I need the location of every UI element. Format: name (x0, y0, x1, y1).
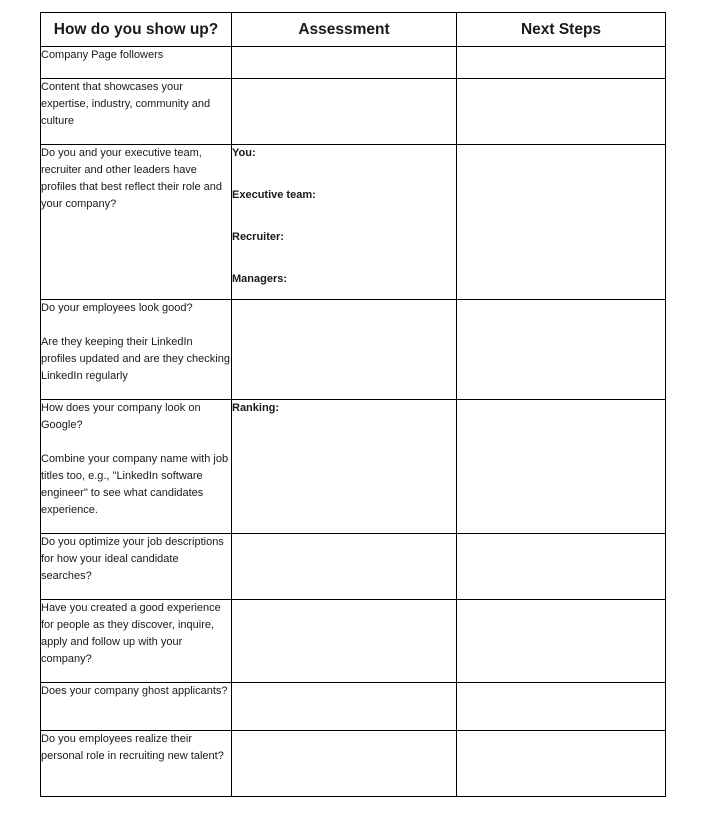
assessment-label-managers: Managers: (232, 273, 288, 285)
assessment-cell[interactable] (232, 731, 457, 797)
question-text: Content that showcases your expertise, industry, community and culture (41, 81, 211, 127)
next-steps-cell[interactable] (457, 731, 666, 797)
table-row (41, 534, 666, 600)
table-row (41, 731, 666, 797)
question-cell (41, 79, 232, 145)
question-cell (41, 400, 232, 534)
next-steps-cell[interactable] (457, 145, 666, 300)
next-steps-cell[interactable] (457, 79, 666, 145)
table-row (41, 300, 666, 400)
next-steps-cell[interactable] (457, 683, 666, 731)
question-text: Company Page followers (41, 49, 164, 61)
table-row (41, 47, 666, 79)
question-text: Do you and your executive team, recruiter and other leaders have profiles that best reflect their role and your company? (41, 147, 222, 210)
next-steps-cell[interactable] (457, 534, 666, 600)
question-cell (41, 534, 232, 600)
header-row (41, 13, 666, 47)
next-steps-cell[interactable] (457, 47, 666, 79)
question-cell (41, 47, 232, 79)
worksheet-table (40, 12, 666, 797)
question-text: Do you employees realize their personal role in recruiting new talent? (41, 733, 224, 762)
next-steps-cell[interactable] (457, 600, 666, 683)
assessment-cell[interactable] (232, 47, 457, 79)
assessment-label-you: You: (232, 147, 256, 159)
question-text: How does your company look on Google? (41, 402, 201, 431)
question-cell (41, 145, 232, 300)
question-text: Does your company ghost applicants? (41, 685, 228, 697)
assessment-cell[interactable] (232, 534, 457, 600)
assessment-cell[interactable] (232, 400, 457, 534)
question-cell (41, 600, 232, 683)
assessment-label-recruiter: Recruiter: (232, 231, 284, 243)
question-text: Do your employees look good? (41, 302, 193, 314)
assessment-cell[interactable] (232, 300, 457, 400)
question-cell (41, 683, 232, 731)
question-subtext: Combine your company name with job titles too, e.g., "LinkedIn software engineer" to see what candidates experience. (41, 453, 229, 516)
table-row (41, 683, 666, 731)
assessment-cell[interactable] (232, 79, 457, 145)
question-cell (41, 300, 232, 400)
assessment-cell[interactable] (232, 145, 457, 300)
question-text: Have you created a good experience for people as they discover, inquire, apply and follow up with your company? (41, 602, 221, 665)
table-row (41, 400, 666, 534)
table-row (41, 145, 666, 300)
question-cell (41, 731, 232, 797)
question-text: Do you optimize your job descriptions for how your ideal candidate searches? (41, 536, 224, 582)
assessment-label-ranking: Ranking: (232, 402, 280, 414)
next-steps-cell[interactable] (457, 300, 666, 400)
assessment-cell[interactable] (232, 683, 457, 731)
table-row (41, 79, 666, 145)
header-next-steps: Next Steps (457, 13, 666, 47)
assessment-cell[interactable] (232, 600, 457, 683)
header-assessment: Assessment (232, 13, 457, 47)
next-steps-cell[interactable] (457, 400, 666, 534)
assessment-label-executive-team: Executive team: (232, 189, 316, 201)
table-row (41, 600, 666, 683)
header-how-do-you-show-up: How do you show up? (41, 13, 232, 47)
question-subtext: Are they keeping their LinkedIn profiles updated and are they checking LinkedIn regularly (41, 336, 230, 382)
